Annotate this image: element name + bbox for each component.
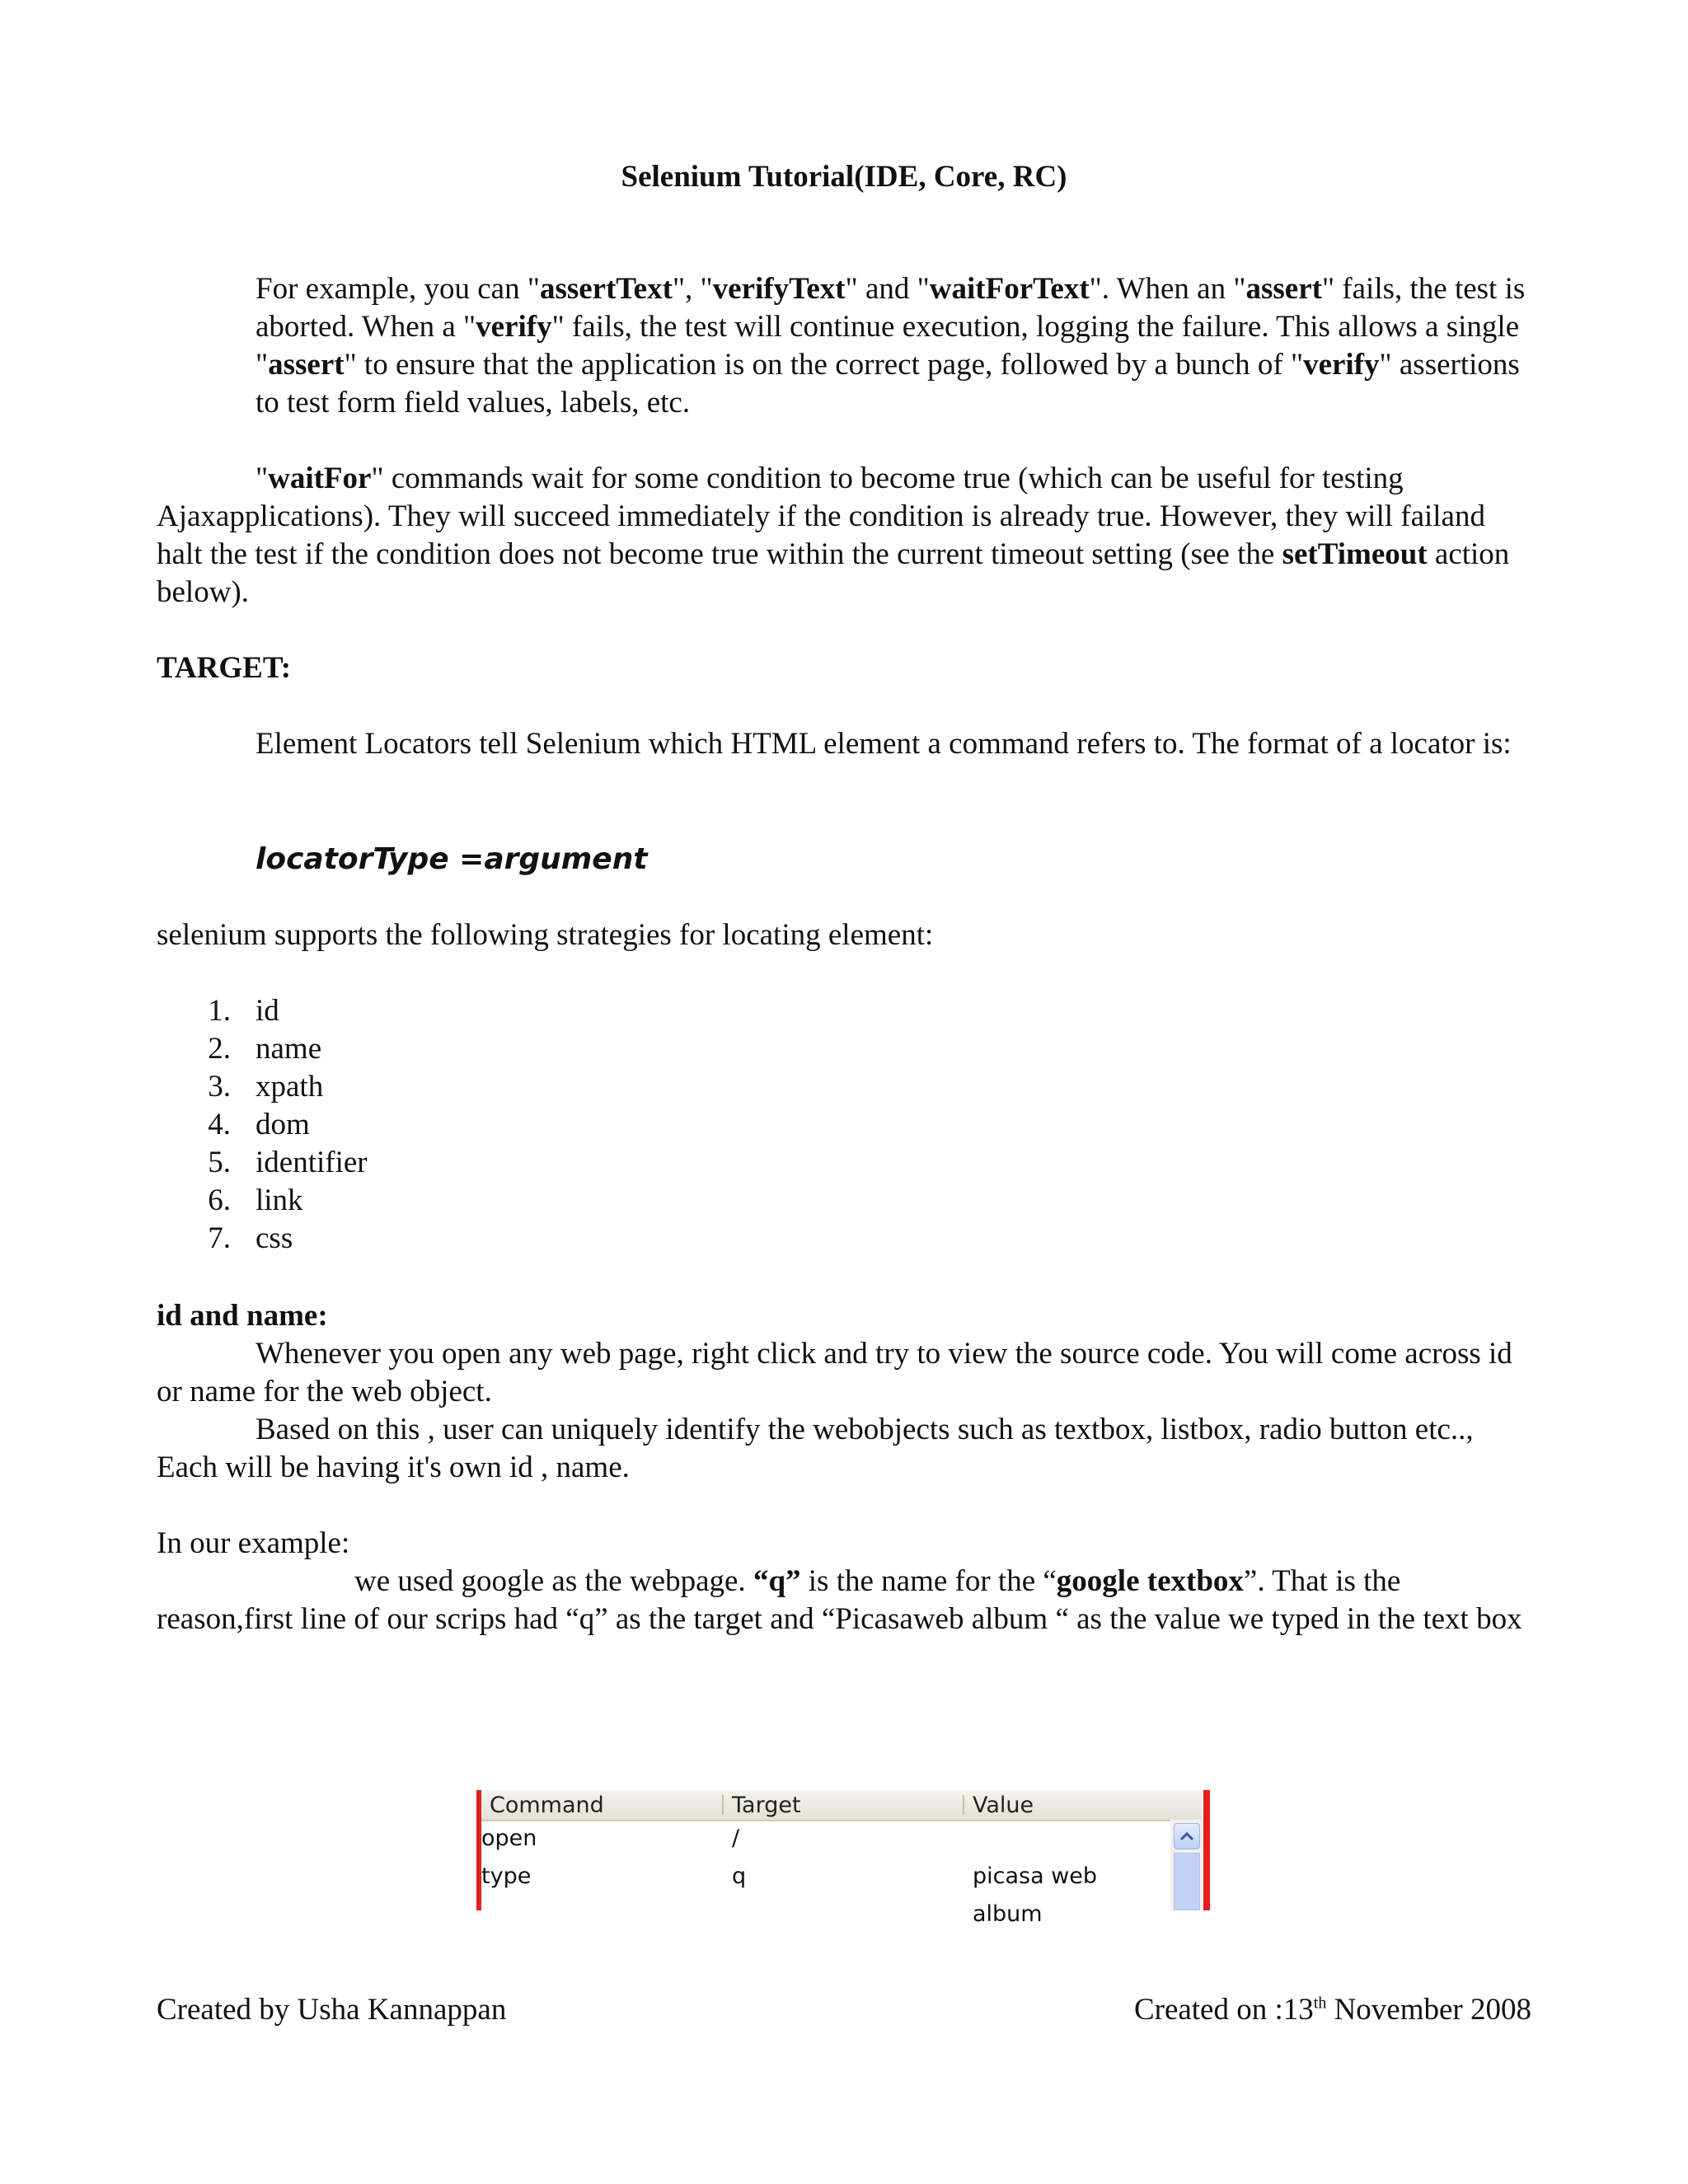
locator-syntax-block — [157, 841, 1533, 879]
bold-term: waitForText — [929, 272, 1090, 306]
list-text: id — [256, 994, 279, 1028]
selenium-ide-table-screenshot — [476, 1790, 1210, 1927]
text: " assertions to test form field values, labels, etc. — [256, 348, 1520, 419]
bold-term: verify — [476, 310, 552, 344]
example-body — [157, 1563, 1533, 1638]
text: " to ensure that the application is on the correct page, followed by a bunch of " — [344, 348, 1304, 382]
list-text: css — [256, 1221, 293, 1255]
bold-term: “q” — [753, 1564, 801, 1598]
scroll-up-button[interactable] — [1174, 1823, 1200, 1849]
example-heading: In our example: — [157, 1526, 350, 1560]
text: " fails, the test is aborted. When a " — [256, 272, 1526, 344]
cell-command: type — [481, 1863, 532, 1889]
text: " commands wait for some condition to become true (which can be useful for testing Ajaxapplications). They will succeed immediately if the condition is already true. However, they will failand halt the test if the condition does not become true within the current timeout setting (see the — [157, 462, 1485, 571]
footer-date-suffix: November 2008 — [1326, 1993, 1531, 2027]
footer-date — [1134, 1991, 1531, 2029]
column-header-target[interactable]: Target — [732, 1793, 801, 1818]
bold-term: assert — [268, 348, 345, 382]
bold-term: assertText — [539, 272, 673, 306]
list-item — [157, 1182, 1533, 1220]
bold-term: google textbox — [1056, 1564, 1244, 1598]
paragraph-assert-verify — [157, 270, 1533, 422]
text: action below). — [157, 537, 1510, 609]
list-number: 6. — [208, 1183, 231, 1217]
id-and-name-heading: id and name: — [157, 1299, 328, 1333]
list-text: link — [256, 1183, 303, 1217]
list-text: xpath — [256, 1070, 324, 1104]
footer-date-prefix: Created on :13 — [1133, 1993, 1314, 2027]
bold-term: setTimeout — [1282, 537, 1428, 571]
column-header-value[interactable]: Value — [973, 1793, 1034, 1818]
list-number: 3. — [208, 1070, 231, 1104]
cell-target: q — [732, 1863, 747, 1889]
strategies-intro: selenium supports the following strategies for locating element: — [157, 918, 934, 952]
list-text: dom — [256, 1108, 310, 1141]
id-and-name-para-2: Based on this , user can uniquely identify the webobjects such as textbox, listbox, radio button etc.., Each will be having it's own id , name. — [157, 1413, 1474, 1484]
list-item — [157, 1220, 1533, 1258]
id-and-name-para-1: Whenever you open any web page, right click and try to view the source code. You will come across id or name for the web object. — [157, 1337, 1512, 1408]
list-item — [157, 1144, 1533, 1182]
strategies-list-block — [157, 992, 1533, 1258]
cell-command: open — [481, 1825, 537, 1851]
text: ”. That is the reason,first line of our scrips had “q” as the target and “Picasaweb album “ as the value we typed in the text box — [157, 1564, 1522, 1636]
list-text: name — [256, 1032, 322, 1066]
bold-term: waitFor — [268, 462, 372, 495]
bold-term: verifyText — [712, 272, 846, 306]
id-and-name-body — [157, 1335, 1533, 1487]
text: " — [256, 462, 269, 495]
table-row[interactable] — [481, 1858, 1170, 1927]
paragraph-waitfor — [157, 460, 1533, 612]
table-header — [481, 1790, 1202, 1821]
text: For example, you can " — [256, 272, 540, 306]
list-item — [157, 1068, 1533, 1106]
page-title: Selenium Tutorial(IDE, Core, RC) — [621, 160, 1067, 194]
highlight-bar-right — [1203, 1790, 1210, 1910]
text: ". When an " — [1089, 272, 1246, 306]
bold-term: verify — [1303, 348, 1380, 382]
locator-intro — [157, 725, 1533, 763]
target-heading: TARGET: — [157, 651, 292, 685]
text: " and " — [845, 272, 930, 306]
locator-intro-text: Element Locators tell Selenium which HTML element a command refers to. The format of a locator is: — [256, 727, 1512, 761]
chevron-up-icon — [1179, 1831, 1194, 1841]
scrollbar-thumb[interactable] — [1174, 1853, 1200, 1910]
bold-term: assert — [1245, 272, 1322, 306]
list-number: 5. — [208, 1146, 231, 1179]
text: is the name for the “ — [800, 1564, 1057, 1598]
cell-target: / — [732, 1825, 740, 1851]
list-item — [157, 1106, 1533, 1144]
list-item — [157, 992, 1533, 1030]
list-number: 2. — [208, 1032, 231, 1066]
strategies-list — [157, 992, 1533, 1258]
cell-value: picasa web album — [973, 1863, 1098, 1927]
locator-syntax: locatorType =argument — [256, 842, 648, 876]
text: we used google as the webpage. — [354, 1564, 753, 1598]
list-text: identifier — [256, 1146, 368, 1179]
column-header-command[interactable]: Command — [490, 1793, 604, 1818]
list-number: 7. — [208, 1221, 231, 1255]
text: ", " — [672, 272, 713, 306]
footer-date-ordinal: th — [1313, 1994, 1327, 2013]
text: " fails, the test will continue execution, logging the failure. This allows a single " — [256, 310, 1520, 382]
vertical-scrollbar[interactable] — [1170, 1820, 1203, 1910]
footer-author: Created by Usha Kannappan — [157, 1993, 507, 2027]
list-number: 1. — [208, 994, 231, 1028]
list-number: 4. — [208, 1108, 231, 1141]
list-item — [157, 1030, 1533, 1068]
table-row[interactable] — [481, 1820, 1170, 1858]
